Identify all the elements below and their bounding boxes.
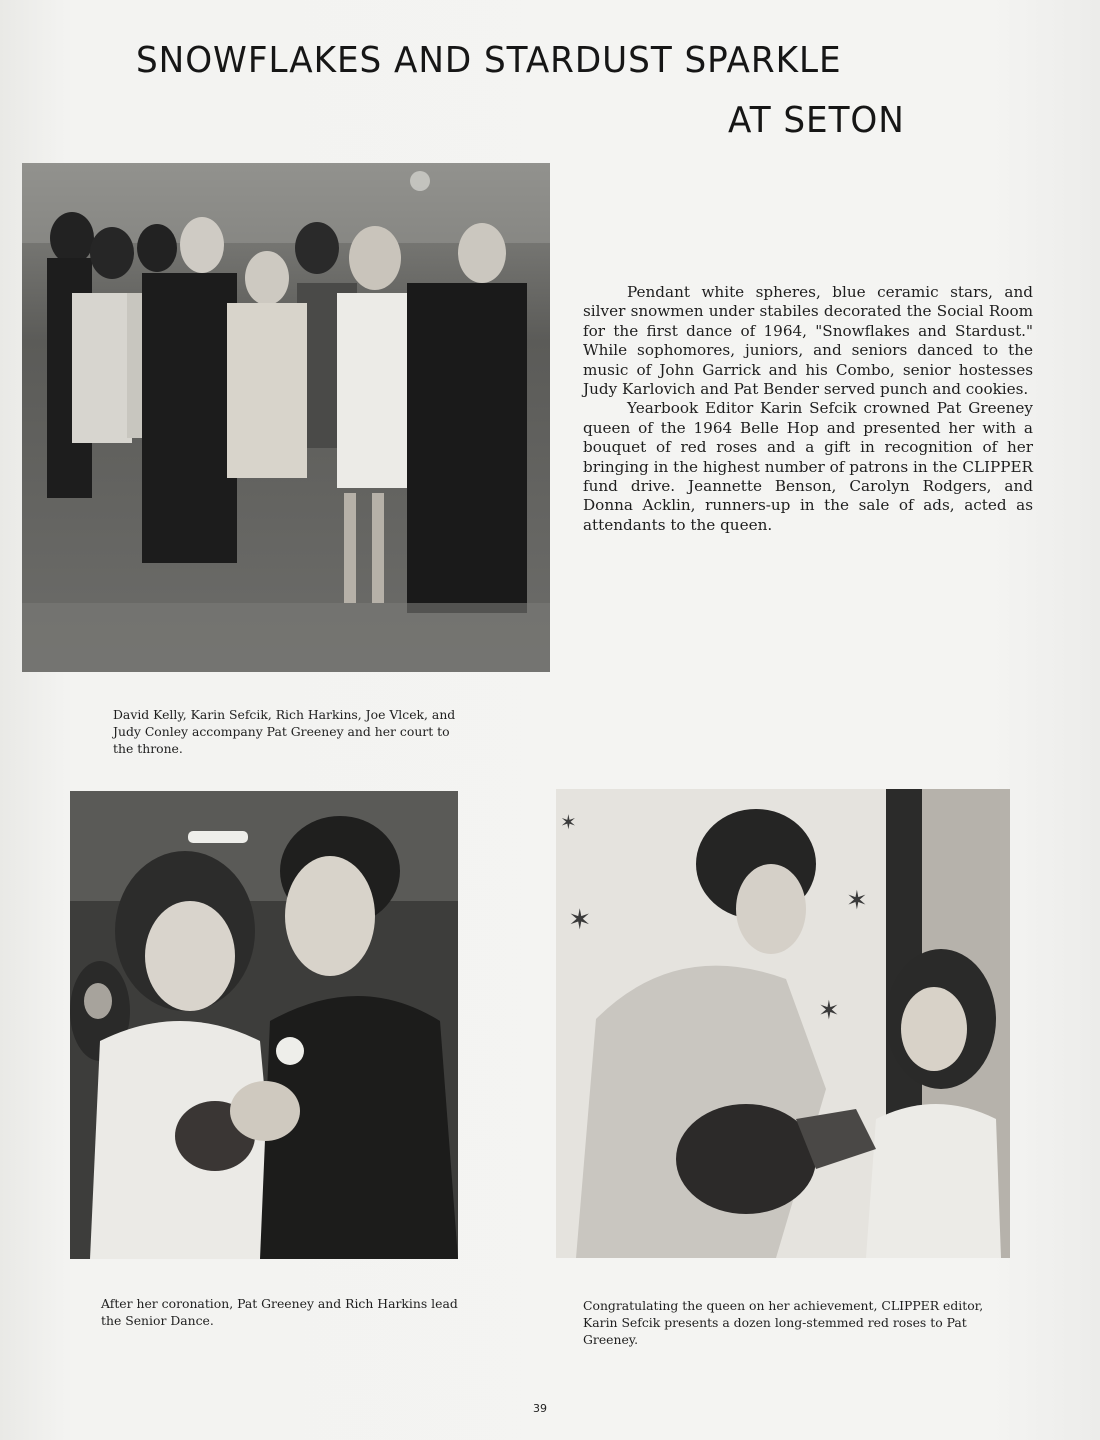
svg-text:✶: ✶ <box>568 903 592 936</box>
photo-senior-dance <box>70 791 458 1259</box>
svg-text:✶: ✶ <box>818 996 840 1026</box>
photo-roses-presentation-image <box>556 789 1010 1258</box>
photo-senior-dance-image <box>70 791 458 1259</box>
photo-roses-presentation <box>556 789 1010 1258</box>
photo-procession <box>22 163 550 672</box>
caption-procession: David Kelly, Karin Sefcik, Rich Harkins, Joe Vlcek, and Judy Conley accompany Pat Greeney and her court to the throne. <box>113 707 456 756</box>
caption-senior-dance: After her coronation, Pat Greeney and Rich Harkins lead the Senior Dance. <box>101 1296 458 1328</box>
article-paragraph: Pendant white spheres, blue ceramic stars, and silver snowmen under stabiles decorated the Social Room for the first dance of 1964, "Snowflakes and Stardust." While sophomores, juniors, and seniors danced to the music of John Garrick and his Combo, senior hostesses Judy Karlovich and Pat Bender served punch and cookies. <box>583 283 1033 399</box>
page-number: 39 <box>533 1402 547 1415</box>
svg-text:✶: ✶ <box>560 810 577 834</box>
article-body <box>583 283 1033 535</box>
article-paragraph: Yearbook Editor Karin Sefcik crowned Pat Greeney queen of the 1964 Belle Hop and presented her with a bouquet of red roses and a gift in recognition of her bringing in the highest number of patrons in the CLIPPER fund drive. Jeannette Benson, Carolyn Rodgers, and Donna Acklin, runners-up in the sale of ads, acted as attendants to the queen. <box>583 399 1033 534</box>
page-title-line-2: AT SETON <box>728 100 905 141</box>
photo-procession-image <box>22 163 550 672</box>
svg-text:✶: ✶ <box>846 886 868 916</box>
page-title-line-1: SNOWFLAKES AND STARDUST SPARKLE <box>136 40 842 81</box>
caption-roses-presentation: Congratulating the queen on her achievement, CLIPPER editor, Karin Sefcik presents a dozen long-stemmed red roses to Pat Greeney. <box>583 1298 984 1347</box>
